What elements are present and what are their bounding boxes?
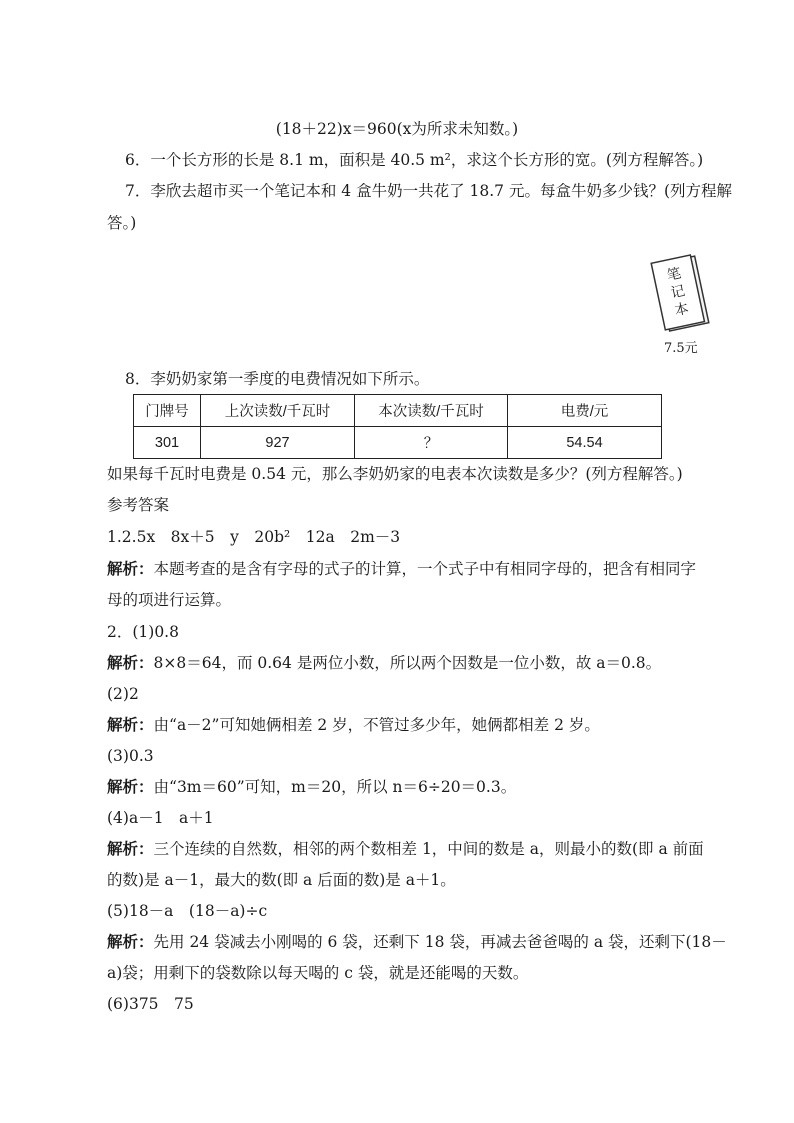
- explanation-label: 解析：: [107, 777, 154, 796]
- answer-2-6: (6)375 75: [107, 995, 194, 1013]
- answer-2-5: (5)18－a (18－a)÷c: [107, 902, 268, 920]
- answer-2-3-explanation: [107, 776, 516, 798]
- table-header-row: [134, 395, 662, 427]
- notebook-char-2: 记: [669, 283, 687, 302]
- explanation-text: 先用 24 袋减去小刚喝的 6 袋，还剩下 18 袋，再减去爸爸喝的 a 袋，还剩下(18－: [153, 933, 727, 951]
- question-7-line-2: 答。): [107, 214, 137, 232]
- explanation-label: 解析：: [107, 559, 154, 578]
- q5-equation: (18＋22)x＝960(x为所求未知数。): [275, 120, 519, 138]
- answer-1-explanation-line-1: [107, 558, 696, 580]
- answer-2-5-explanation-line-2: a)袋；用剩下的袋数除以每天喝的 c 袋，就是还能喝的天数。: [107, 964, 529, 982]
- answer-2-4: (4)a－1 a＋1: [107, 809, 214, 827]
- answer-2-5-explanation-line-1: [107, 931, 727, 953]
- explanation-text: 三个连续的自然数，相邻的两个数相差 1，中间的数是 a，则最小的数(即 a 前面: [153, 840, 704, 858]
- table-header-cell: 门牌号: [134, 395, 201, 427]
- table-cell: 927: [201, 427, 355, 459]
- question-7-line-1: 7．李欣去超市买一个笔记本和 4 盒牛奶一共花了 18.7 元。每盒牛奶多少钱？(列方程解: [125, 182, 732, 200]
- answer-2-1-explanation: [107, 652, 661, 674]
- table-header-cell: 上次读数/千瓦时: [201, 395, 355, 427]
- table-cell: 301: [134, 427, 201, 459]
- table-cell: ？: [355, 427, 508, 459]
- table-cell: 54.54: [508, 427, 662, 459]
- answers-title: 参考答案: [107, 496, 170, 514]
- notebook-price: 7.5元: [664, 341, 698, 356]
- table-header-cell: 本次读数/千瓦时: [355, 395, 508, 427]
- explanation-text: 本题考查的是含有字母的式子的计算，一个式子中有相同字母的，把含有相同字: [153, 560, 697, 578]
- table-header-cell: 电费/元: [508, 395, 662, 427]
- explanation-text: 8×8＝64，而 0.64 是两位小数，所以两个因数是一位小数，故 a＝0.8。: [153, 654, 662, 672]
- explanation-label: 解析：: [107, 715, 154, 734]
- answer-1: 1.2.5x 8x＋5 y 20b² 12a 2m－3: [107, 528, 401, 546]
- answer-1-explanation-line-2: 母的项进行运算。: [107, 591, 232, 609]
- table-row: [134, 427, 662, 459]
- explanation-label: 解析：: [107, 653, 154, 672]
- question-8-question: 如果每千瓦时电费是 0.54 元，那么李奶奶家的电表本次读数是多少？(列方程解答。): [107, 465, 683, 483]
- electricity-fee-table: [133, 394, 662, 459]
- answer-2-4-explanation-line-1: [107, 838, 704, 860]
- answer-2-2-explanation: [107, 714, 600, 736]
- notebook-char-1: 笔: [665, 265, 683, 285]
- notebook-illustration: [648, 250, 712, 336]
- answer-2-1: 2．(1)0.8: [107, 623, 179, 641]
- explanation-text: 由“a－2”可知她俩相差 2 岁，不管过多少年，她俩都相差 2 岁。: [153, 716, 600, 734]
- explanation-label: 解析：: [107, 932, 154, 951]
- explanation-label: 解析：: [107, 839, 154, 858]
- notebook-char-3: 本: [673, 300, 691, 320]
- question-6: 6．一个长方形的长是 8.1 m，面积是 40.5 m²，求这个长方形的宽。(列方程解答。): [125, 151, 704, 169]
- question-8-intro: 8．李奶奶家第一季度的电费情况如下所示。: [125, 370, 430, 388]
- answer-2-2: (2)2: [107, 685, 139, 703]
- explanation-text: 由“3m＝60”可知，m＝20，所以 n＝6÷20＝0.3。: [153, 778, 517, 796]
- answer-2-4-explanation-line-2: 的数)是 a－1，最大的数(即 a 后面的数)是 a＋1。: [107, 871, 456, 889]
- answer-2-3: (3)0.3: [107, 747, 154, 765]
